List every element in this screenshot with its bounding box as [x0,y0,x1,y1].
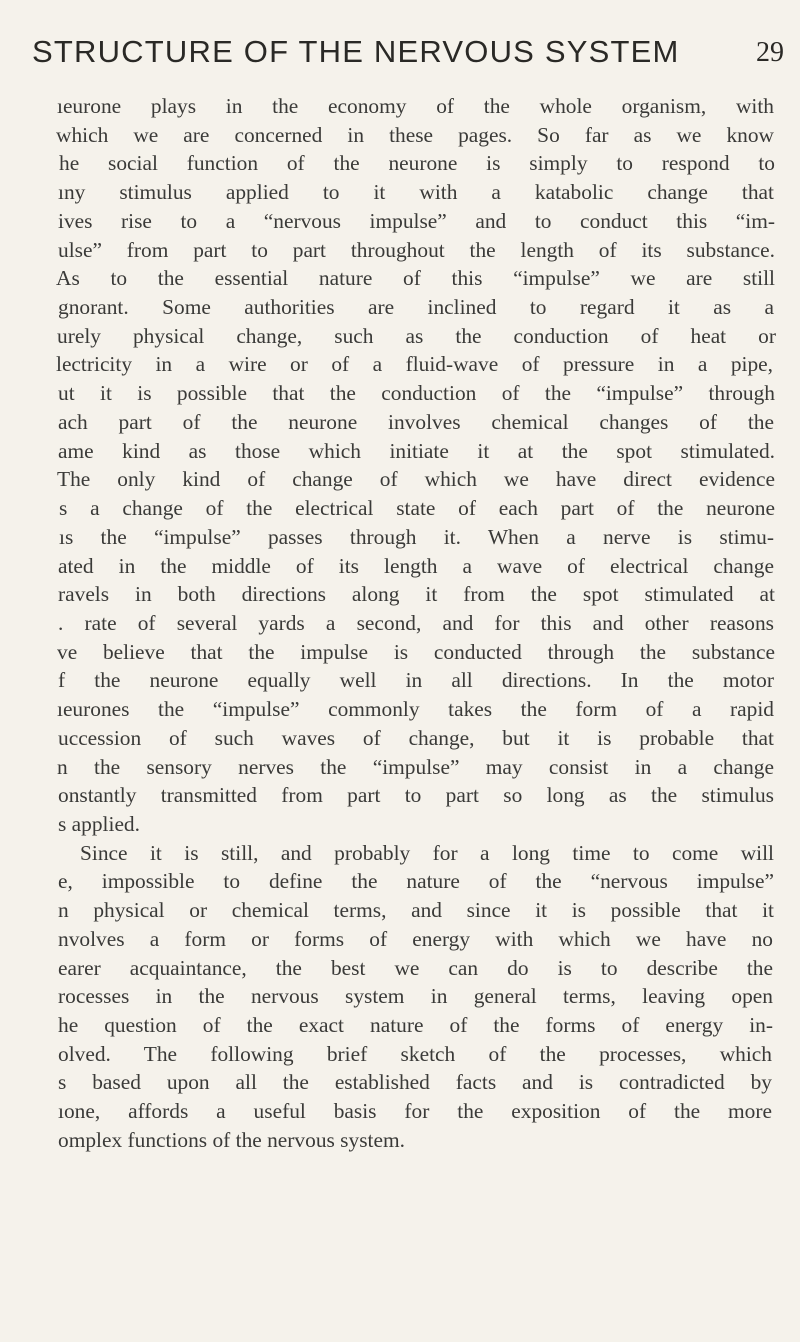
text-line: e, impossible to define the nature of the “nervous impulse” [58,869,774,894]
text-line: he social function of the neurone is simply to respond to [59,151,775,176]
text-line: ut it is possible that the conduction of the “impulse” through [58,381,775,406]
text-line: earer acquaintance, the best we can do is to describe the [58,955,773,980]
text-line: ıeurones the “impulse” commonly takes the form of a rapid [57,697,774,722]
text-line: which we are concerned in these pages. So far as we know [56,122,774,147]
text-line: f the neurone equally well in all directions. In the motor [58,668,774,693]
running-head [28,34,786,70]
text-line: ve believe that the impulse is conducted through the substance [57,639,775,664]
text-line: ıeurone plays in the economy of the whole organism, with [57,94,774,118]
text-line: The only kind of change of which we have direct evidence [57,467,775,492]
text-line: s applied. [58,811,140,836]
text-line: onstantly transmitted from part to part so long as the stimulus [58,783,774,808]
running-title: STRUCTURE OF THE NERVOUS SYSTEM [32,34,680,69]
text-line: urely physical change, such as the conduction of heat or [57,323,776,348]
text-line: omplex functions of the nervous system. [58,1127,405,1152]
body-text [0,92,796,1155]
text-line: As to the essential nature of this “impulse” we are still [56,266,775,291]
text-line: ulse” from part to part throughout the length of its substance. [58,237,775,262]
text-line: ame kind as those which initiate it at the spot stimulated. [58,438,775,463]
text-line: he question of the exact nature of the forms of energy in- [58,1013,773,1037]
text-line: n the sensory nerves the “impulse” may consist in a change [57,754,774,779]
text-line: ıny stimulus applied to it with a katabolic change that [58,180,774,205]
text-line: ach part of the neurone involves chemical changes of the [58,409,774,434]
text-line: ıs the “impulse” passes through it. When a nerve is stimu- [59,524,774,549]
text-line: lectricity in a wire or of a fluid-wave of pressure in a pipe, [56,352,773,377]
text-line: n physical or chemical terms, and since it is possible that it [58,898,774,923]
text-line: Since it is still, and probably for a long time to come will [80,840,774,865]
text-line: s a change of the electrical state of each part of the neurone [59,496,775,521]
text-line: uccession of such waves of change, but it is probable that [58,725,774,750]
text-line: rocesses in the nervous system in general terms, leaving open [58,984,773,1009]
text-line: ated in the middle of its length a wave of electrical change [58,553,774,578]
text-line: gnorant. Some authorities are inclined to regard it as a [58,295,774,320]
text-line: ıone, affords a useful basis for the exposition of the more [58,1099,772,1124]
text-line: nvolves a form or forms of energy with which we have no [58,926,773,951]
text-line: ravels in both directions along it from the spot stimulated at [58,582,775,607]
text-line: ives rise to a “nervous impulse” and to conduct this “im- [58,208,775,233]
text-line: s based upon all the established facts and is contradicted by [58,1070,772,1095]
text-line: olved. The following brief sketch of the processes, which [58,1041,772,1066]
page-number: 29 [756,37,784,68]
text-line: . rate of several yards a second, and for this and other reasons [58,610,774,635]
